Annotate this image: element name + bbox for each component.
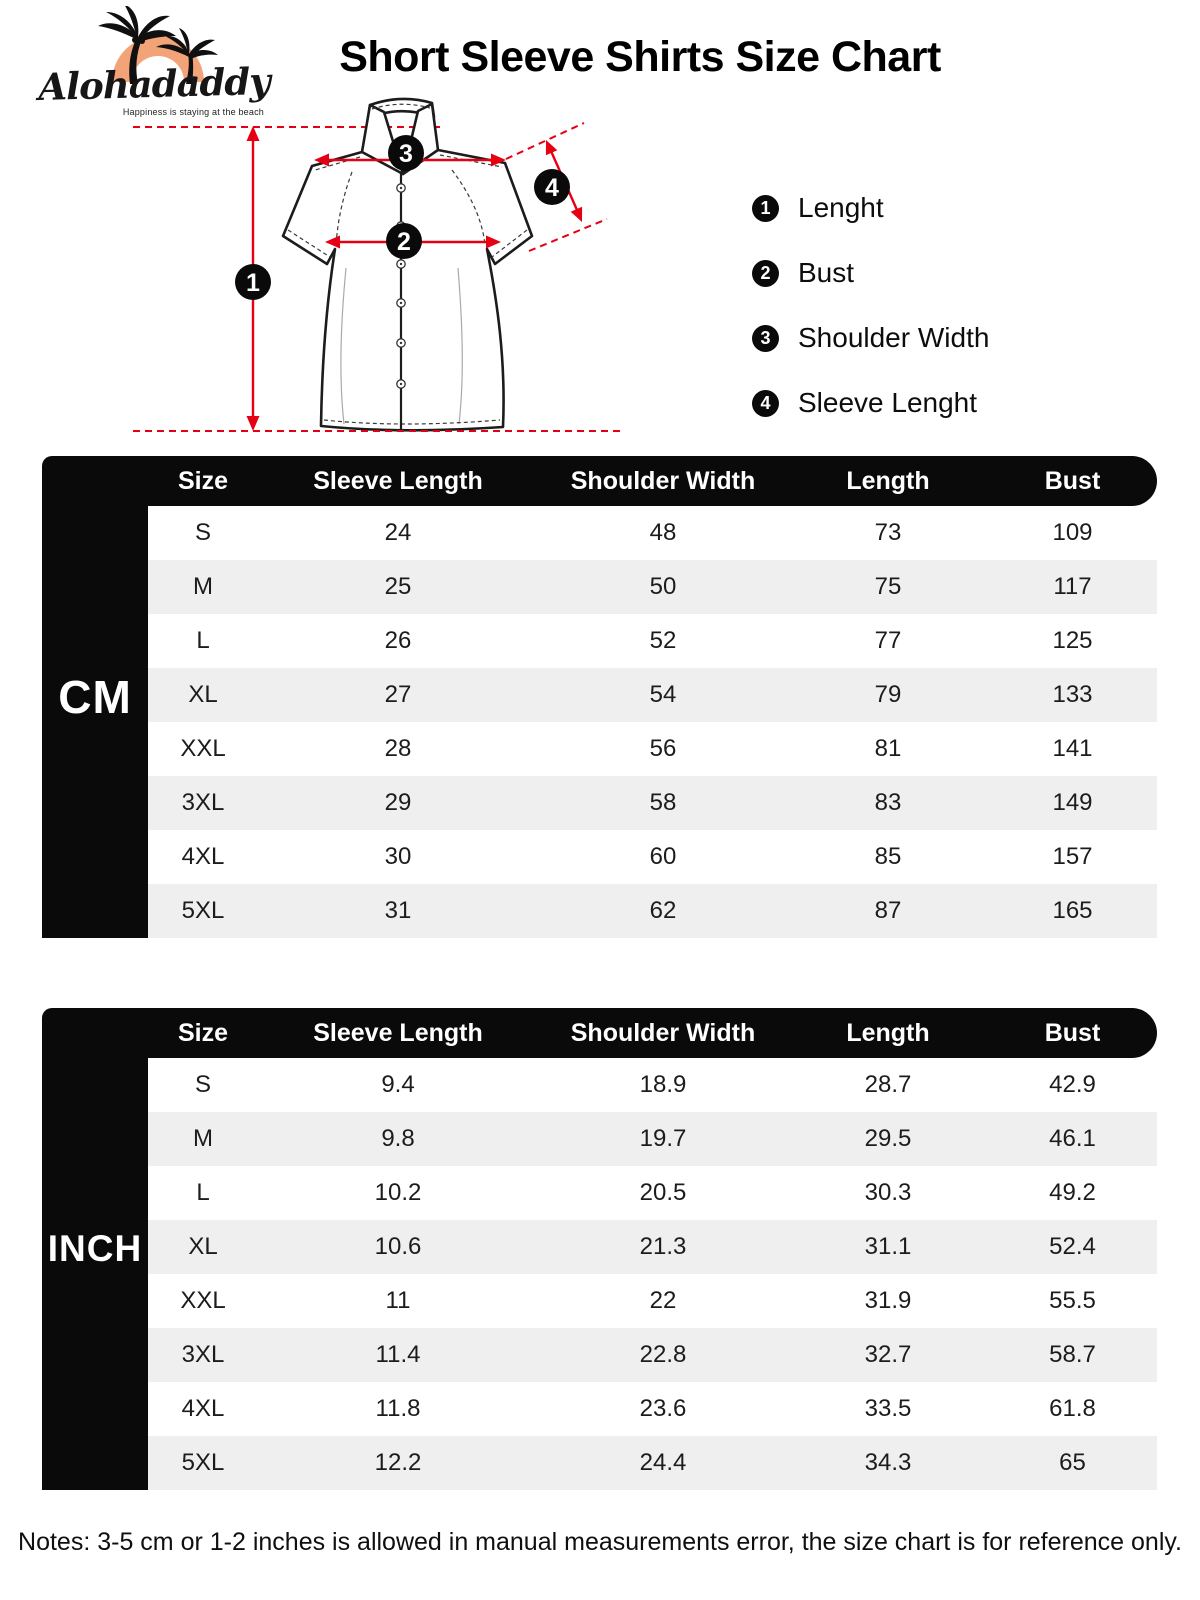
size-cell: 5XL [148,1436,258,1490]
size-cell: XL [148,1220,258,1274]
value-cell: 165 [988,884,1157,938]
value-cell: 50 [538,560,788,614]
value-cell: 83 [788,776,988,830]
value-cell: 157 [988,830,1157,884]
value-cell: 31.1 [788,1220,988,1274]
svg-text:1: 1 [246,269,260,297]
legend-item-length [752,192,989,224]
value-cell: 29.5 [788,1112,988,1166]
value-cell: 60 [538,830,788,884]
value-cell: 25 [258,560,538,614]
size-cell: L [148,1166,258,1220]
value-cell: 149 [988,776,1157,830]
value-cell: 42.9 [988,1058,1157,1112]
value-cell: 54 [538,668,788,722]
size-cell: 4XL [148,830,258,884]
page-title: Short Sleeve Shirts Size Chart [339,33,941,81]
value-cell: 46.1 [988,1112,1157,1166]
value-cell: 30 [258,830,538,884]
value-cell: 33.5 [788,1382,988,1436]
value-cell: 31.9 [788,1274,988,1328]
size-cell: S [148,506,258,560]
legend-label-length: Lenght [798,192,884,223]
value-cell: 52 [538,614,788,668]
svg-text:4: 4 [545,174,559,202]
value-cell: 141 [988,722,1157,776]
value-cell: 48 [538,506,788,560]
shirt-measurement-diagram [100,95,700,455]
column-header-bust: Bust [988,1008,1157,1058]
column-header-sleeve-length: Sleeve Length [258,1008,538,1058]
value-cell: 24.4 [538,1436,788,1490]
legend-label-shoulder-width: Shoulder Width [798,322,990,353]
measurement-legend [752,192,989,452]
value-cell: 28.7 [788,1058,988,1112]
value-cell: 22.8 [538,1328,788,1382]
value-cell: 77 [788,614,988,668]
size-table-inch [42,1008,1157,1490]
size-cell: XXL [148,1274,258,1328]
size-cell: 4XL [148,1382,258,1436]
value-cell: 62 [538,884,788,938]
notes-text: Notes: 3-5 cm or 1-2 inches is allowed in manual measurements error, the size chart is for reference only. [18,1528,1182,1556]
value-cell: 30.3 [788,1166,988,1220]
value-cell: 58 [538,776,788,830]
value-cell: 65 [988,1436,1157,1490]
column-header-length: Length [788,456,988,506]
unit-label-inch: INCH [42,1008,148,1490]
size-cell: 3XL [148,776,258,830]
value-cell: 81 [788,722,988,776]
marker-4 [534,169,570,205]
unit-label-cm: CM [42,456,148,938]
value-cell: 34.3 [788,1436,988,1490]
column-header-shoulder-width: Shoulder Width [538,1008,788,1058]
value-cell: 61.8 [988,1382,1157,1436]
value-cell: 79 [788,668,988,722]
size-cell: M [148,560,258,614]
value-cell: 10.2 [258,1166,538,1220]
legend-label-sleeve-length: Sleeve Lenght [798,387,978,418]
size-cell: 5XL [148,884,258,938]
value-cell: 87 [788,884,988,938]
column-header-bust: Bust [988,456,1157,506]
value-cell: 117 [988,560,1157,614]
value-cell: 75 [788,560,988,614]
value-cell: 49.2 [988,1166,1157,1220]
marker-3 [388,135,424,171]
shirt-outline [283,150,532,430]
value-cell: 22 [538,1274,788,1328]
legend-number-3: 3 [752,325,779,352]
size-cell: L [148,614,258,668]
size-cell: S [148,1058,258,1112]
size-cell: XXL [148,722,258,776]
size-cell: XL [148,668,258,722]
legend-item-shoulder-width [752,322,989,354]
value-cell: 125 [988,614,1157,668]
legend-number-4: 4 [752,390,779,417]
brand-name: Alohadaddy [37,58,271,110]
svg-text:2: 2 [397,228,411,256]
column-header-size: Size [148,1008,258,1058]
value-cell: 10.6 [258,1220,538,1274]
value-cell: 28 [258,722,538,776]
value-cell: 11.8 [258,1382,538,1436]
value-cell: 9.8 [258,1112,538,1166]
value-cell: 18.9 [538,1058,788,1112]
value-cell: 109 [988,506,1157,560]
value-cell: 21.3 [538,1220,788,1274]
size-cell: M [148,1112,258,1166]
marker-1 [235,264,271,300]
value-cell: 24 [258,506,538,560]
value-cell: 23.6 [538,1382,788,1436]
brand-tagline: Happiness is staying at the beach [122,107,264,117]
legend-item-bust [752,257,989,289]
column-header-sleeve-length: Sleeve Length [258,456,538,506]
value-cell: 85 [788,830,988,884]
value-cell: 31 [258,884,538,938]
legend-item-sleeve-length [752,387,989,419]
value-cell: 11.4 [258,1328,538,1382]
legend-number-1: 1 [752,195,779,222]
value-cell: 29 [258,776,538,830]
value-cell: 27 [258,668,538,722]
value-cell: 26 [258,614,538,668]
value-cell: 32.7 [788,1328,988,1382]
value-cell: 73 [788,506,988,560]
legend-label-bust: Bust [798,257,855,288]
value-cell: 9.4 [258,1058,538,1112]
value-cell: 12.2 [258,1436,538,1490]
size-cell: 3XL [148,1328,258,1382]
value-cell: 56 [538,722,788,776]
column-header-length: Length [788,1008,988,1058]
legend-number-2: 2 [752,260,779,287]
column-header-shoulder-width: Shoulder Width [538,456,788,506]
value-cell: 55.5 [988,1274,1157,1328]
value-cell: 58.7 [988,1328,1157,1382]
value-cell: 133 [988,668,1157,722]
marker-2 [386,223,422,259]
column-header-size: Size [148,456,258,506]
size-table-cm [42,456,1157,938]
value-cell: 20.5 [538,1166,788,1220]
value-cell: 11 [258,1274,538,1328]
svg-text:3: 3 [399,140,413,168]
value-cell: 52.4 [988,1220,1157,1274]
value-cell: 19.7 [538,1112,788,1166]
